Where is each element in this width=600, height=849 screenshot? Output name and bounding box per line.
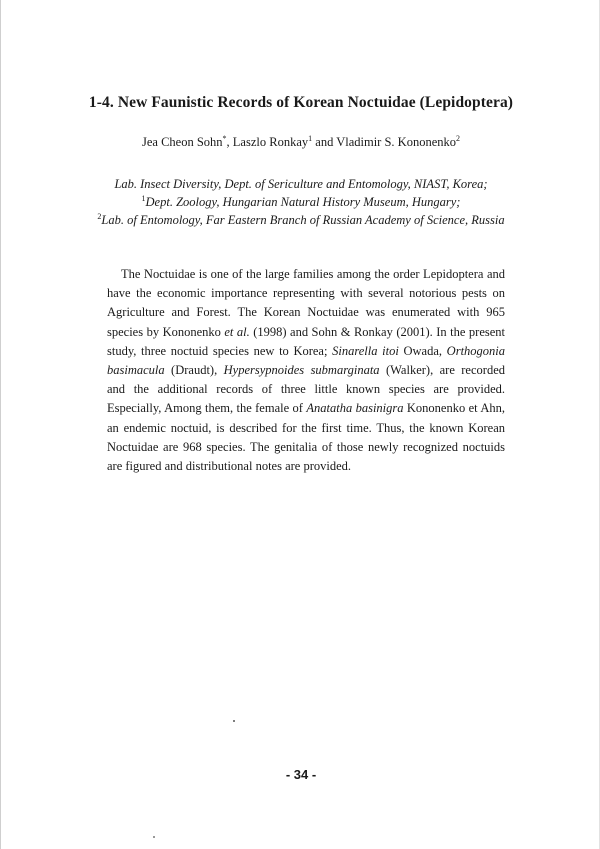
abstract-paragraph bbox=[107, 265, 505, 476]
author-separator: and bbox=[312, 135, 337, 149]
abstract-text: Kononenko et Ahn, an endemic noctuid, is described for the first time. Thus, the known Korean Noctuidae are 968 species. The genitalia of those newly recognized noctuids are figured and distributional notes are provided. bbox=[107, 401, 506, 474]
abstract-text: (Walker), are recorded and the additional records of three little known species are provided. Especially, Among them, the female of bbox=[107, 363, 505, 416]
author-separator: , bbox=[226, 135, 233, 149]
abstract-text: Owada, bbox=[398, 343, 447, 358]
affiliation-text: Lab. of Entomology, Far Eastern Branch of Russian Academy of Science, Russia bbox=[101, 213, 505, 227]
affiliation-mark: 2 bbox=[97, 212, 102, 221]
paper-title: 1-4. New Faunistic Records of Korean Noctuidae (Lepidoptera) bbox=[88, 94, 514, 111]
author-mark-1: 1 bbox=[308, 134, 313, 143]
scan-speck bbox=[153, 836, 155, 838]
species-name: Sinarella itoi bbox=[332, 343, 399, 358]
page-number: - 34 - bbox=[285, 767, 317, 782]
species-name: Anatatha basinigra bbox=[306, 401, 404, 416]
author-mark-corresponding: * bbox=[222, 134, 227, 143]
affiliation-2 bbox=[1, 195, 600, 210]
author-sohn: Jea Cheon Sohn bbox=[141, 135, 223, 149]
author-line bbox=[1, 135, 600, 150]
abstract-etal: et al. bbox=[224, 324, 250, 339]
species-name: Orthogonia basimacula bbox=[107, 343, 506, 378]
author-mark-2: 2 bbox=[456, 134, 461, 143]
author-ronkay: Laszlo Ronkay bbox=[232, 135, 309, 149]
affiliation-1 bbox=[1, 177, 600, 192]
author-kononenko: Vladimir S. Kononenko bbox=[336, 135, 457, 149]
species-name: Hypersypnoides submarginata bbox=[223, 363, 380, 378]
affiliation-mark: 1 bbox=[141, 194, 146, 203]
scan-speck bbox=[233, 720, 235, 722]
affiliation-3 bbox=[1, 213, 600, 228]
abstract-text: The Noctuidae is one of the large families among the order Lepidoptera and have the economic importance representing with several notorious pests on Agriculture and Forest. The Korean Noctuidae was enumerated with 965 species by Kononenko bbox=[107, 267, 505, 339]
abstract-text: (Draudt), bbox=[164, 363, 224, 378]
affiliation-text: Dept. Zoology, Hungarian Natural History Museum, Hungary; bbox=[145, 195, 461, 209]
affiliation-text: Lab. Insect Diversity, Dept. of Sericulture and Entomology, NIAST, Korea; bbox=[114, 177, 488, 191]
abstract-text: (1998) and Sohn & Ronkay (2001). In the present study, three noctuid species new to Korea; bbox=[107, 324, 505, 358]
